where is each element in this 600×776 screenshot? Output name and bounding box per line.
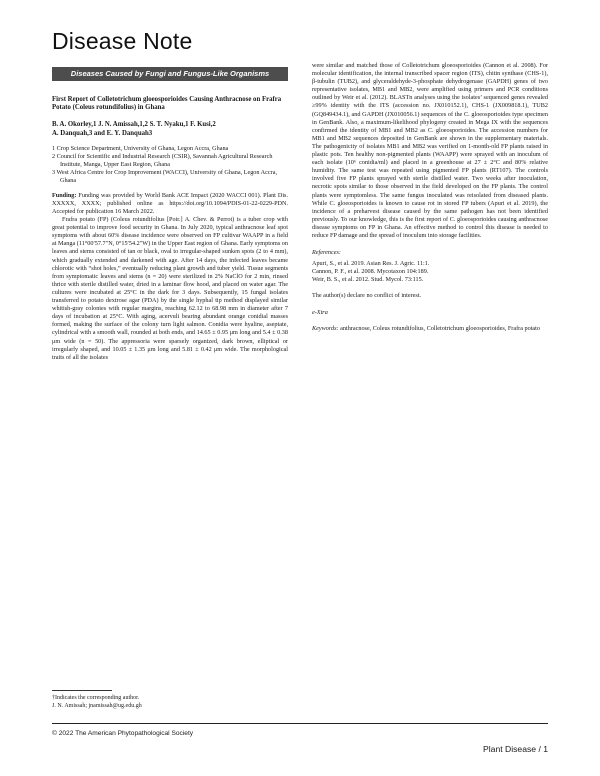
- affiliations: [52, 145, 288, 185]
- footnote-rule: [52, 690, 112, 691]
- reference-item: Cannon, P. F., et al. 2008. Mycotaxon 104:189.: [312, 268, 429, 276]
- keywords-label: Keywords:: [312, 324, 339, 332]
- keywords: [312, 325, 548, 333]
- extra-label: e-Xtra: [312, 308, 328, 316]
- authors-line-2: A. Danquah,3 and E. Y. Danquah3: [52, 129, 153, 137]
- footnote-line-1: †Indicates the corresponding author.: [52, 695, 140, 701]
- affiliation-2: 2 Council for Scientific and Industrial Research (CSIR), Savannah Agricultural Research Institute, Manga, Upper East Region, Ghana: [52, 152, 273, 168]
- footer-rule: [52, 723, 548, 724]
- category-banner: Diseases Caused by Fungi and Fungus-Like Organisms: [52, 67, 288, 81]
- journal-section-title: Disease Note: [52, 28, 193, 54]
- right-column: [312, 62, 548, 333]
- article-title: First Report of Colletotrichum gloeosporioides Causing Anthracnose on Frafra Potato (Coleus rotundifolius) in Ghana: [52, 96, 282, 112]
- funding-label: Funding:: [52, 191, 77, 199]
- affiliation-3: 3 West Africa Centre for Crop Improvement (WACCI), University of Ghana, Legon Accra, Ghana: [52, 168, 277, 184]
- copyright-notice: © 2022 The American Phytopathological Society: [52, 730, 194, 737]
- affiliation-1: 1 Crop Science Department, University of Ghana, Legon Accra, Ghana: [52, 144, 229, 152]
- author-list: [52, 120, 288, 138]
- body-text-left: Frafra potato (FP) (Coleus rotundifolius [Poir.] A. Chev. & Perrot) is a tuber crop with great potential to improve food security in Ghana. In July 2020, typical anthracnose leaf spot symptoms with about 60% disease incidence were observed on FP cultivar WAAPP in a field at Manga (11°00′57.7″N, 0°15′54.2″W) in the Upper East region of Ghana. Early symptoms on leaves and stems consisted of tan or black, oval to irregular-shaped sunken spots (2 to 4 mm), which gradually extended and darkened with age. After 14 days, the infected leaves became chlorotic with “shot holes,” eventually reducing plant growth and tuber yield. Tissue segments from symptomatic leaves and stems (n = 20) were sterilized in 2% NaClO for 2 min, rinsed thrice with sterile distilled water, dried in a laminar flow hood, and placed on water agar. The cultures were incubated at 25°C in the dark for 3 days. Subsequently, 15 fungal isolates transferred to potato dextrose agar (PDA) by the single hyphal tip method displayed similar whitish-gray colonies with regular margins, reaching 62.12 to 68.98 mm in diameter after 7 days of incubation at 25°C. With aging, acervuli bearing abundant orange conidial masses formed, making the surface of the colony turn light salmon. Conidia were hyaline, aseptate, cylindrical with a smooth wall, rounded at both ends, and 14.65 ± 0.95 μm long and 5.4 ± 0.38 μm wide (n = 50). The appressoria were sparsely organized, dark brown, elliptical or irregularly shaped, and 10.05 ± 1.35 μm long and 5.81 ± 0.42 μm wide. The morphological traits of all the isolates: [52, 216, 288, 361]
- left-column: [52, 96, 288, 362]
- references-list: [312, 260, 548, 284]
- reference-item: Apuri, S., et al. 2019. Asian Res. J. Agric. 11:1.: [312, 260, 430, 268]
- page-number: Plant Disease / 1: [483, 744, 548, 754]
- corresponding-author-footnote: [52, 690, 288, 710]
- authors-line-1: B. A. Okorley,1 J. N. Amissah,1,2 S. T. Nyaku,1 F. Kusi,2: [52, 120, 216, 128]
- references-heading: References:: [312, 249, 341, 257]
- conflict-statement: The author(s) declare no conflict of interest.: [312, 292, 422, 300]
- funding-text: Funding was provided by World Bank ACE Impact (2020 WACCI 001). Plant Dis. XXXXX, XXXX; published online as https://doi.org/10.1094/PDIS-01-22-0229-PDN. Accepted for publication 16 March 2022.: [52, 191, 288, 215]
- footnote-line-2: J. N. Amissah; jnamissah@ug.edu.gh: [52, 702, 142, 709]
- funding-statement: [52, 192, 288, 216]
- keywords-text: anthracnose, Coleus rotundifolius, Colletotrichum gloeosporioides, Frafra potato: [338, 324, 540, 332]
- body-text-right: were similar and matched those of Colletotrichum gloeosporioides (Cannon et al. 2008). For molecular identification, the internal transcribed spacer region (ITS), chitin synthase (CHS-1), β-tubulin (TUB2), and glyceraldehyde-3-phosphate dehydrogenase (GAPDH) genes of two representative isolates, MB1 and MB2, were amplified using primers and PCR conditions outlined by Weir et al. (2012). BLASTn analyses using the isolates’ sequenced genes revealed ≥99% identity with the ITS (accession no. JX010152.1), CHS-1 (JX009818.1), TUB2 (GQ849434.1), and GAPDH (JX010056.1) sequences of the C. gloeosporioides type specimen in GenBank. Also, a maximum-likelihood phylogeny created in Mega IX with the sequences confirmed the identity of MB1 and MB2 as C. gloeosporioides. The accession numbers for MB1 and MB2 sequences deposited in GenBank are shown in the supplementary materials. The pathogenicity of isolates MB1 and MB2 was verified on 1-month-old FP plants raised in plastic pots. Ten healthy non-pigmented plants (WAAPP) were sprayed with an inoculum of each isolate (10⁶ conidia/ml) and placed in a greenhouse at 27 ± 2°C and 80% relative humidity. The same test was repeated using pigmented FP plants (RT107). The controls involved five FP plants sprayed with sterile distilled water. Two weeks after inoculation, necrotic spots similar to those observed in the field developed on the FP plants. The control plants were symptomless. The same fungus inoculated was reisolated from diseased plants. While C. gloeosporioides is known to cause rot in stored FP tubers (Apuri et al. 2019), the incidence of a preharvest disease caused by the same pathogen has not been identified previously. To our knowledge, this is the first report of C. gloeosporioides causing anthracnose disease symptoms on FP in Ghana. An effective method to control this disease is needed to reduce FP damage and the spread of inoculum into storage facilities.: [312, 62, 548, 239]
- reference-item: Weir, B. S., et al. 2012. Stud. Mycol. 73:115.: [312, 276, 424, 284]
